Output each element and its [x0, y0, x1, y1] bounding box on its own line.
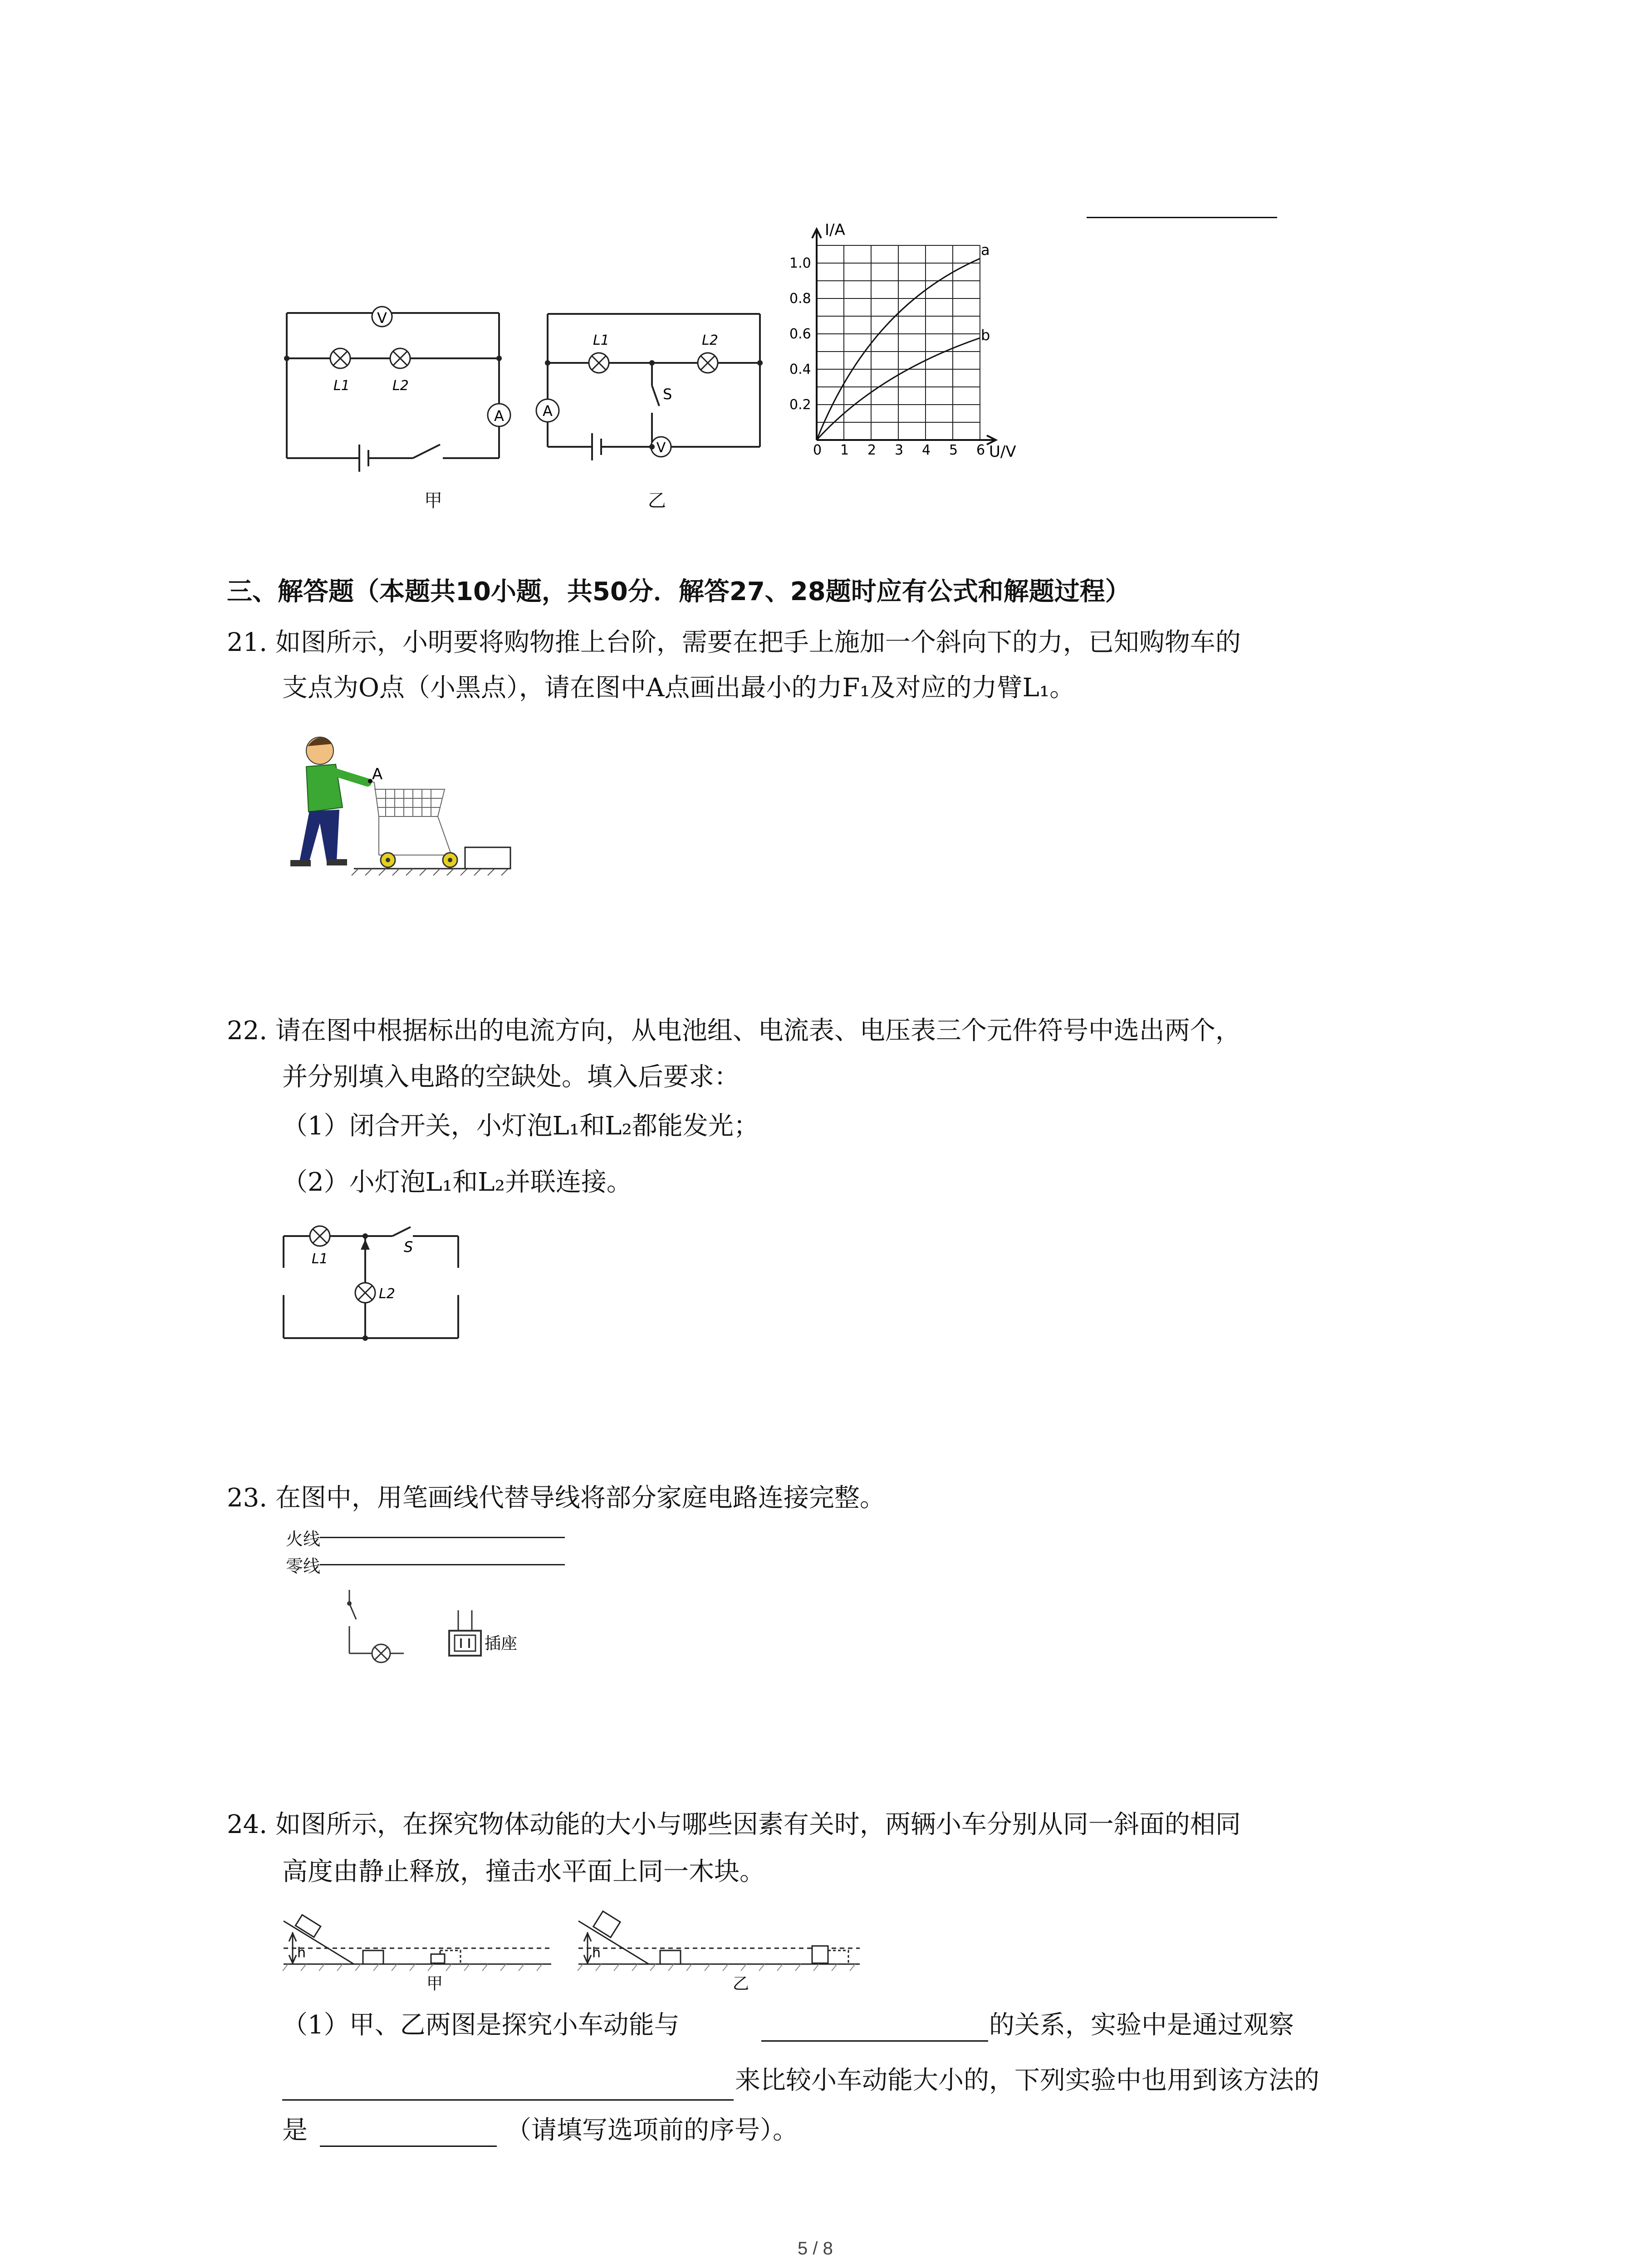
shopping-cart-figure	[281, 726, 517, 880]
lamp-L1-label: L1	[333, 378, 350, 394]
q22-requirement-1: （1）闭合开关，小灯泡L₁和L₂都能发光；	[282, 1111, 759, 1141]
lamp-L2-label: L2	[702, 332, 718, 348]
lamp-L1-label: L1	[312, 1251, 328, 1267]
point-A-label: A	[372, 765, 383, 783]
q23-text-line1: 23. 在图中，用笔画线代替导线将部分家庭电路连接完整。	[227, 1483, 885, 1513]
q22-text-line2: 并分别填入电路的空缺处。填入后要求：	[282, 1062, 740, 1092]
answer-blank-factor[interactable]	[761, 2040, 988, 2042]
kinetic-energy-experiment-figure	[279, 1905, 878, 1996]
q24-sub1-part4: 是	[282, 2116, 308, 2145]
ammeter-label: A	[494, 407, 504, 425]
q24-sub1-part2: 的关系，实验中是通过观察	[989, 2010, 1294, 2040]
ammeter-label: A	[543, 402, 553, 420]
x-tick-label: 4	[922, 442, 931, 458]
iu-graph	[771, 218, 1034, 463]
x-tick-label: 6	[976, 442, 985, 458]
answer-blank-top[interactable]	[1087, 217, 1277, 218]
q24-sub1-part1: （1）甲、乙两图是探究小车动能与	[282, 2010, 680, 2040]
circuit-jia-diagram	[281, 299, 517, 472]
lamp-L1-label: L1	[593, 332, 609, 348]
q21-text-line2: 支点为O点（小黑点），请在图中A点画出最小的力F₁及对应的力臂L₁。	[282, 673, 1075, 703]
q24-sub1-part5: （请填写选项前的序号）。	[506, 2116, 798, 2145]
page-number: 5 / 8	[798, 2239, 833, 2258]
q24-text-line2: 高度由静止释放，撞击水平面上同一木块。	[282, 1857, 765, 1887]
circuit-yi-diagram	[542, 308, 778, 467]
figure-caption-yi: 乙	[648, 490, 666, 511]
curve-b-label: b	[981, 327, 990, 344]
answer-blank-observation[interactable]	[282, 2099, 734, 2101]
q22-text-line1: 22. 请在图中根据标出的电流方向，从电池组、电流表、电压表三个元件符号中选出两个，	[227, 1016, 1241, 1046]
q24-text-line1: 24. 如图所示，在探究物体动能的大小与哪些因素有关时，两辆小车分别从同一斜面的相同	[227, 1810, 1241, 1839]
q22-circuit-diagram	[279, 1216, 470, 1352]
q24-sub1-part3: 来比较小车动能大小的，下列实验中也用到该方法的	[735, 2066, 1319, 2095]
lamp-L2-label: L2	[379, 1286, 395, 1302]
y-tick-label: 0.4	[789, 362, 811, 377]
x-tick-label: 3	[895, 442, 904, 458]
figure-caption-jia: 甲	[426, 1975, 443, 1993]
switch-label: S	[404, 1238, 413, 1256]
figure-caption-yi: 乙	[733, 1975, 749, 1993]
curve-a-label: a	[981, 241, 990, 259]
neutral-wire-label: 零线	[286, 1556, 321, 1576]
y-tick-label: 0.2	[789, 397, 811, 413]
y-tick-label: 0.6	[789, 326, 811, 342]
voltmeter-label: V	[656, 440, 666, 456]
live-wire-label: 火线	[286, 1529, 321, 1549]
figure-caption-jia: 甲	[424, 490, 442, 511]
q21-text-line1: 21. 如图所示，小明要将购物推上台阶，需要在把手上施加一个斜向下的力，已知购物车的	[227, 628, 1241, 657]
x-axis-label: U/V	[989, 443, 1016, 461]
lamp-L2-label: L2	[392, 378, 409, 394]
height-label-jia: h	[297, 1945, 306, 1961]
q22-requirement-2: （2）小灯泡L₁和L₂并联连接。	[282, 1168, 632, 1197]
section-heading: 三、解答题（本题共10小题，共50分．解答27、28题时应有公式和解题过程）	[227, 577, 1131, 606]
x-tick-label: 1	[840, 442, 849, 458]
y-tick-label: 1.0	[789, 255, 811, 271]
y-tick-label: 0.8	[789, 291, 811, 307]
live-wire	[320, 1537, 565, 1538]
x-tick-label: 2	[867, 442, 877, 458]
y-axis-label: I/A	[825, 221, 845, 239]
switch-label: S	[663, 386, 672, 403]
x-tick-label: 0	[813, 442, 822, 458]
height-label-yi: h	[592, 1945, 601, 1961]
voltmeter-label: V	[377, 309, 387, 327]
socket-label: 插座	[485, 1634, 518, 1653]
answer-blank-option[interactable]	[320, 2146, 497, 2147]
household-circuit-figure	[336, 1583, 526, 1674]
neutral-wire	[320, 1564, 565, 1565]
x-tick-label: 5	[949, 442, 958, 458]
